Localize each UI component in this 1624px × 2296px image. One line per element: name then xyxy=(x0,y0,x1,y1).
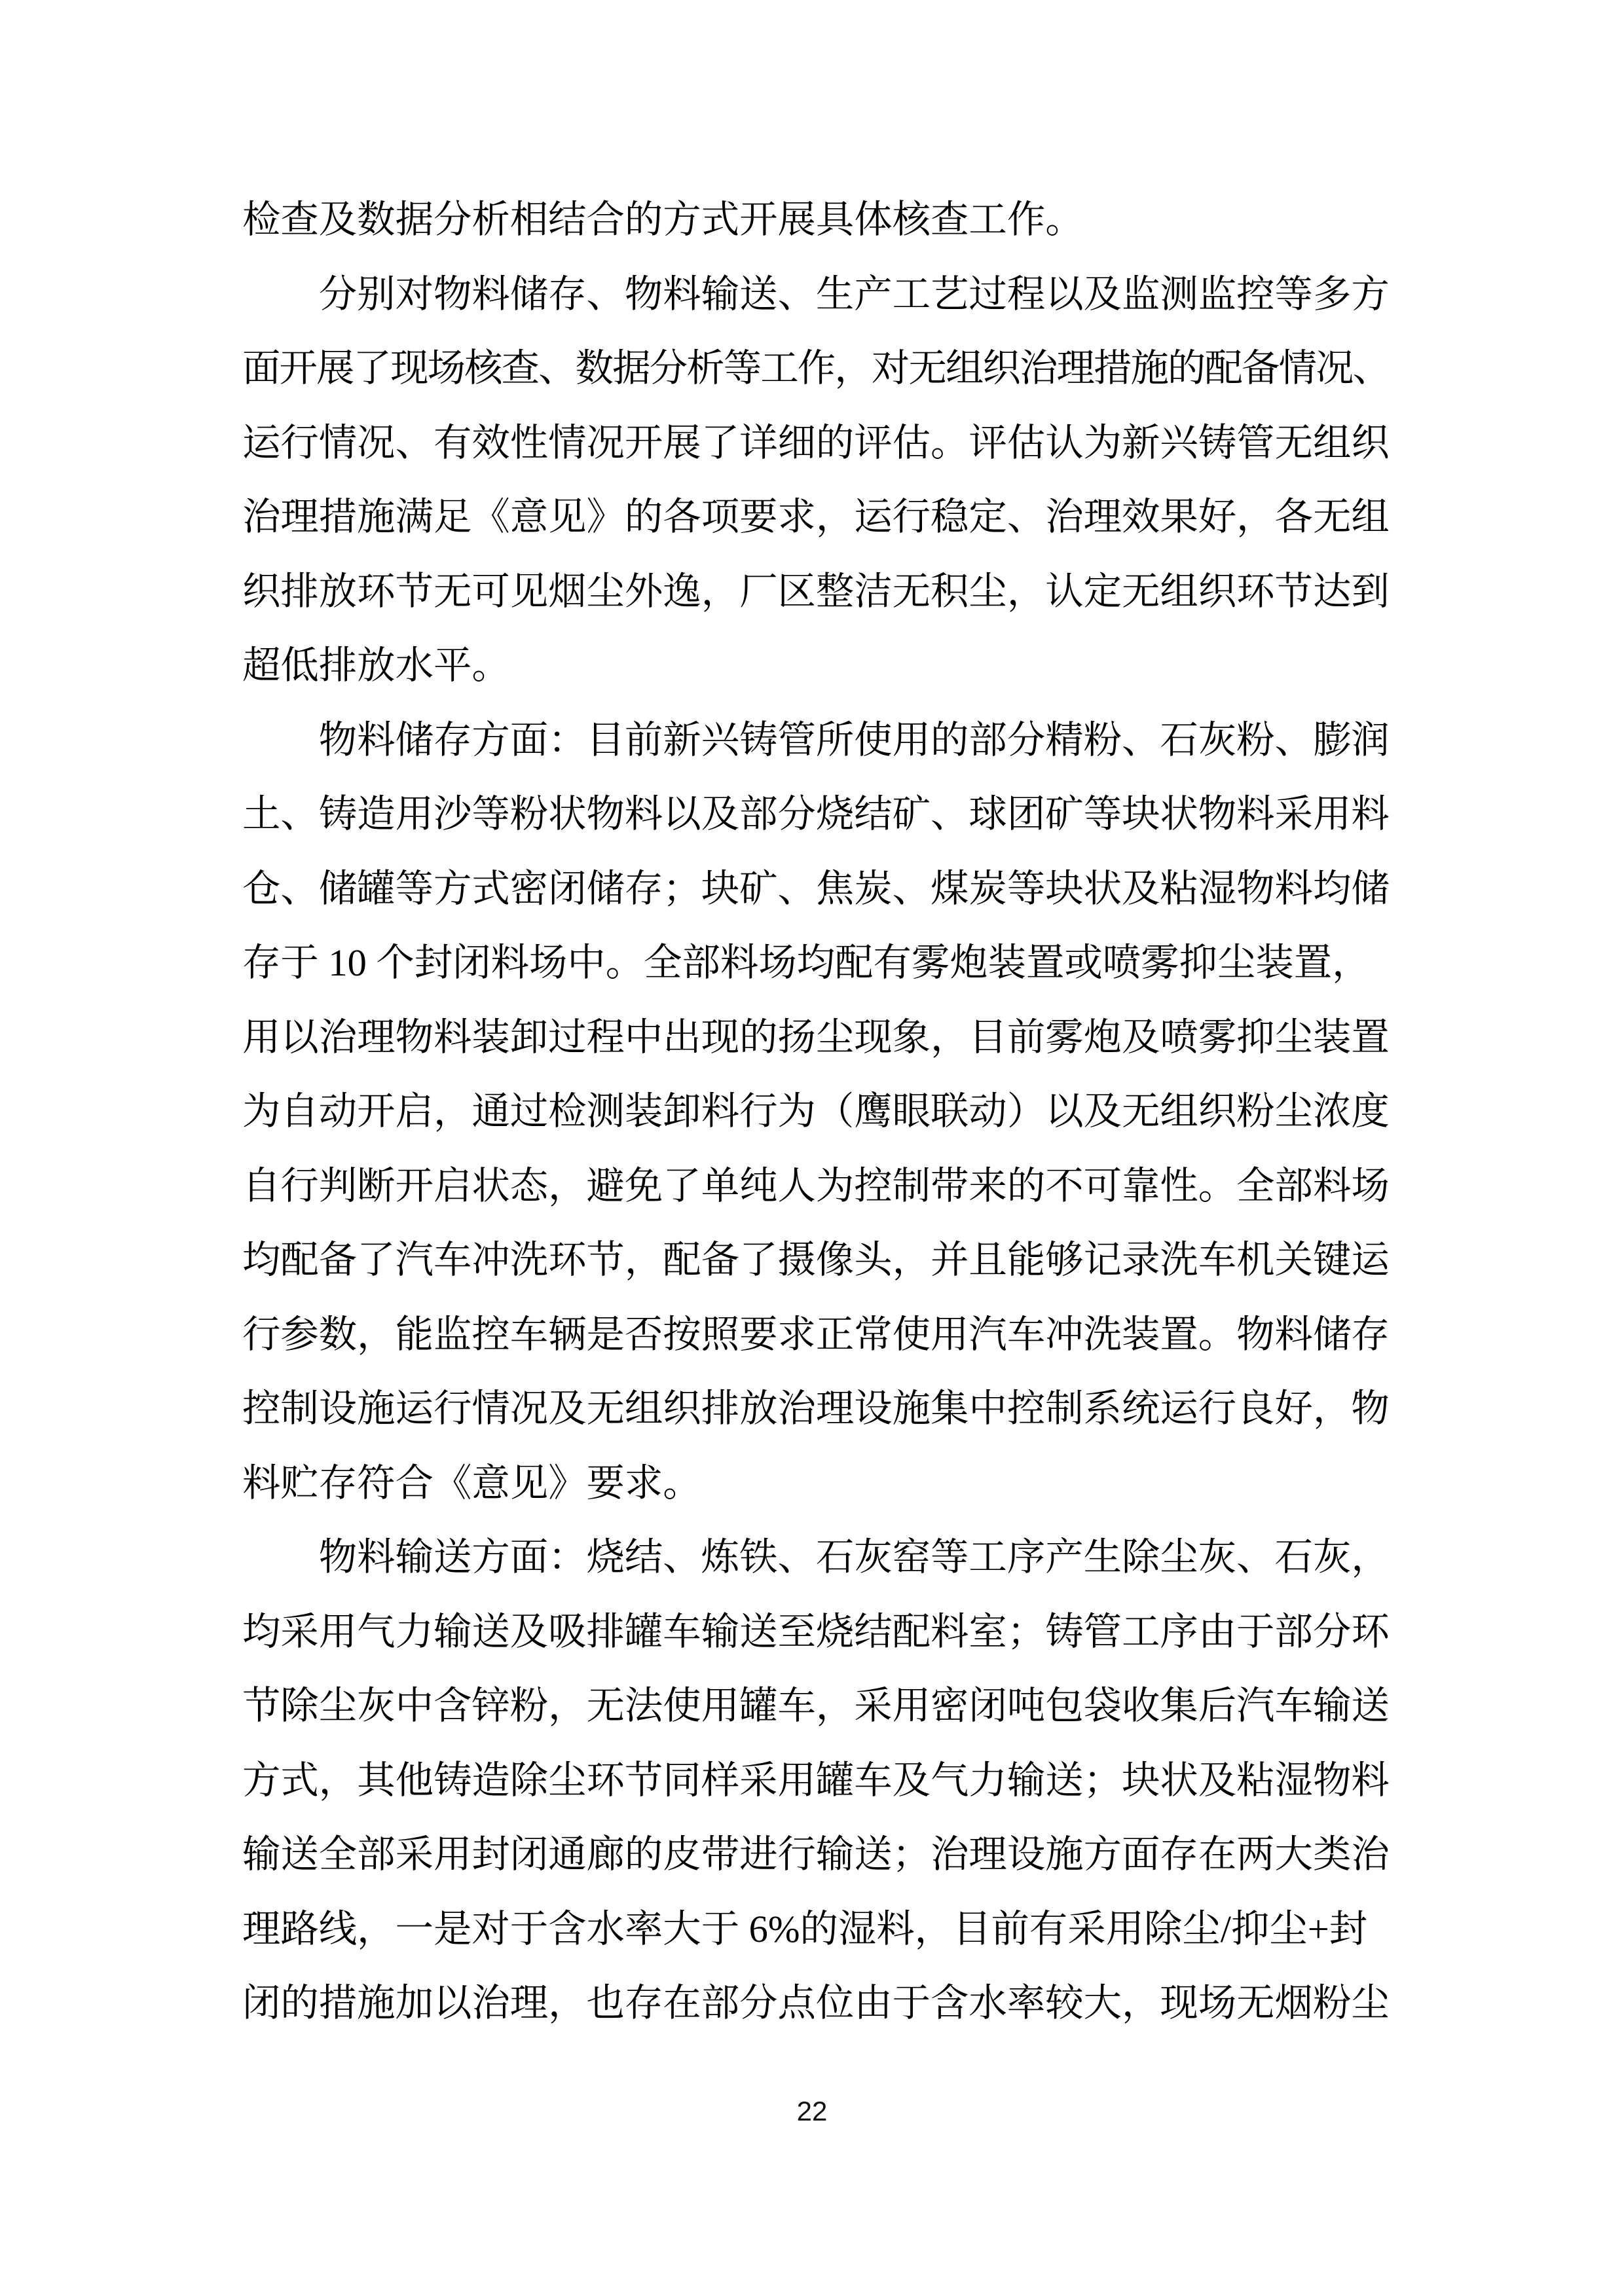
text-line: 用以治理物料装卸过程中出现的扬尘现象，目前雾炮及喷雾抑尘装置 xyxy=(242,1015,1390,1059)
text-line: 织排放环节无可见烟尘外逸，厂区整洁无积尘，认定无组织环节达到 xyxy=(242,570,1390,613)
text-line: 方式，其他铸造除尘环节同样采用罐车及气力输送；块状及粘湿物料 xyxy=(242,1758,1390,1802)
text-line: 治理措施满足《意见》的各项要求，运行稳定、治理效果好，各无组 xyxy=(242,496,1390,538)
text-line: 物料储存方面：目前新兴铸管所使用的部分精粉、石灰粉、膨润 xyxy=(242,718,1390,761)
text-line: 输送全部采用封闭通廊的皮带进行输送；治理设施方面存在两大类治 xyxy=(242,1833,1390,1876)
page-number: 22 xyxy=(796,2096,828,2126)
text-line: 理路线，一是对于含水率大于 6%的湿料，目前有采用除尘/抑尘+封 xyxy=(242,1907,1368,1950)
body-text xyxy=(242,183,1390,2041)
text-line: 物料输送方面：烧结、炼铁、石灰窑等工序产生除尘灰、石灰， xyxy=(242,1536,1390,1578)
text-line: 超低排放水平。 xyxy=(242,644,510,687)
text-line: 运行情况、有效性情况开展了详细的评估。评估认为新兴铸管无组织 xyxy=(242,421,1390,464)
text-line: 分别对物料储存、物料输送、生产工艺过程以及监测监控等多方 xyxy=(242,272,1390,316)
text-line: 为自动开启，通过检测装卸料行为（鹰眼联动）以及无组织粉尘浓度 xyxy=(242,1090,1390,1133)
text-line: 面开展了现场核查、数据分析等工作，对无组织治理措施的配备情况、 xyxy=(242,347,1390,390)
text-line: 均配备了汽车冲洗环节，配备了摄像头，并且能够记录洗车机关键运 xyxy=(242,1239,1390,1281)
text-line: 行参数，能监控车辆是否按照要求正常使用汽车冲洗装置。物料储存 xyxy=(242,1313,1390,1356)
text-line: 检查及数据分析相结合的方式开展具体核查工作。 xyxy=(242,198,1084,241)
text-line: 均采用气力输送及吸排罐车输送至烧结配料室；铸管工序由于部分环 xyxy=(242,1610,1390,1653)
text-line: 料贮存符合《意见》要求。 xyxy=(242,1461,701,1504)
text-line: 存于 10 个封闭料场中。全部料场均配有雾炮装置或喷雾抑尘装置， xyxy=(242,941,1371,984)
text-line: 自行判断开启状态，避免了单纯人为控制带来的不可靠性。全部料场 xyxy=(242,1164,1390,1207)
text-line: 土、铸造用沙等粉状物料以及部分烧结矿、球团矿等块状物料采用料 xyxy=(242,793,1390,835)
text-line: 节除尘灰中含锌粉，无法使用罐车，采用密闭吨包袋收集后汽车输送 xyxy=(242,1685,1390,1727)
text-line: 闭的措施加以治理，也存在部分点位由于含水率较大，现场无烟粉尘 xyxy=(242,1982,1390,2024)
text-line: 控制设施运行情况及无组织排放治理设施集中控制系统运行良好，物 xyxy=(242,1387,1390,1430)
text-line: 仓、储罐等方式密闭储存；块矿、焦炭、煤炭等块状及粘湿物料均储 xyxy=(242,867,1390,910)
